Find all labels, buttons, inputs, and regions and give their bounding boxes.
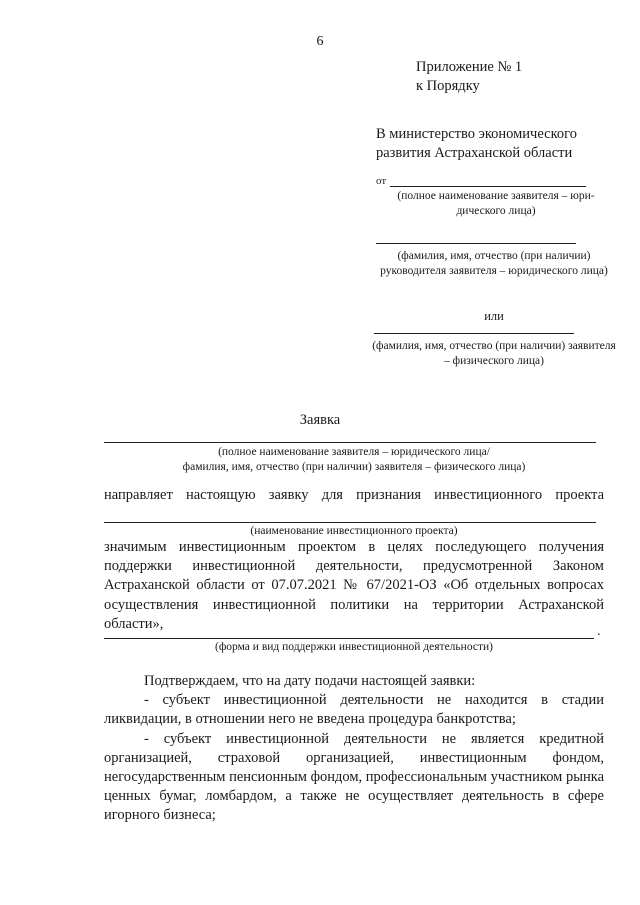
addressee-block [376, 125, 616, 163]
annex-header [416, 58, 522, 96]
blank-line-project [104, 522, 596, 523]
page-number: 6 [316, 34, 324, 49]
blank-line-person-name [374, 333, 574, 334]
caption-applicant-full [104, 445, 604, 475]
from-blank-line [390, 176, 586, 187]
paragraph-request: направляет настоящую заявку для признания инвестиционного проекта [104, 487, 604, 503]
addressee-line-2: развития Астраханской области [376, 145, 573, 161]
document-title: Заявка [299, 412, 341, 428]
caption-person-name: (фамилия, имя, отчество (при наличии) заявителя – физического лица) [372, 340, 616, 367]
confirmation-block [104, 672, 604, 826]
caption-support-form: (форма и вид поддержки инвестиционной деятельности) [215, 641, 493, 653]
trailing-dot: . [597, 624, 601, 639]
caption-head-name: (фамилия, имя, отчество (при наличии) руководителя заявителя – юридического лица) [380, 250, 608, 277]
caption-project-name: (наименование инвестиционного проекта) [250, 525, 458, 537]
caption-applicant-full-line-1: (полное наименование заявителя – юридического лица/ [218, 446, 490, 458]
from-label: от [376, 175, 387, 187]
blank-line-head-name [376, 243, 576, 244]
annex-reference: к Порядку [416, 78, 480, 94]
from-field [376, 175, 586, 187]
addressee-line-1: В министерство экономического [376, 126, 577, 142]
confirmation-intro: Подтверждаем, что на дату подачи настоящей заявки: [144, 673, 476, 689]
confirmation-item-2: - субъект инвестиционной деятельности не является кредитной организацией, страховой организацией, инвестиционным фондом, негосударственным пенсионным фондом, профессиональным участником рынка ценных бумаг, ломбардом, а также не осуществляет деятельность в сфере игорного бизнеса; [104, 730, 604, 824]
blank-line-support-form [104, 638, 594, 639]
caption-applicant-legal: (полное наименование заявителя – юри-дического лица) [397, 190, 595, 217]
annex-number: Приложение № 1 [416, 59, 523, 75]
caption-applicant-full-line-2: фамилия, имя, отчество (при наличии) заявителя – физического лица) [182, 461, 526, 473]
blank-line-applicant [104, 442, 596, 443]
confirmation-item-1: - субъект инвестиционной деятельности не находится в стадии ликвидации, в отношении него не введена процедура банкротства; [104, 692, 604, 728]
or-label: или [484, 309, 504, 323]
paragraph-purpose: значимым инвестиционным проектом в целях последующего получения поддержки инвестиционной деятельности, предусмотренной Законом Астраханской области от 07.07.2021 № 67/2021-ОЗ «Об отдельных вопросах осуществления инвестиционной политики на территории Астраханской области», [104, 539, 604, 632]
